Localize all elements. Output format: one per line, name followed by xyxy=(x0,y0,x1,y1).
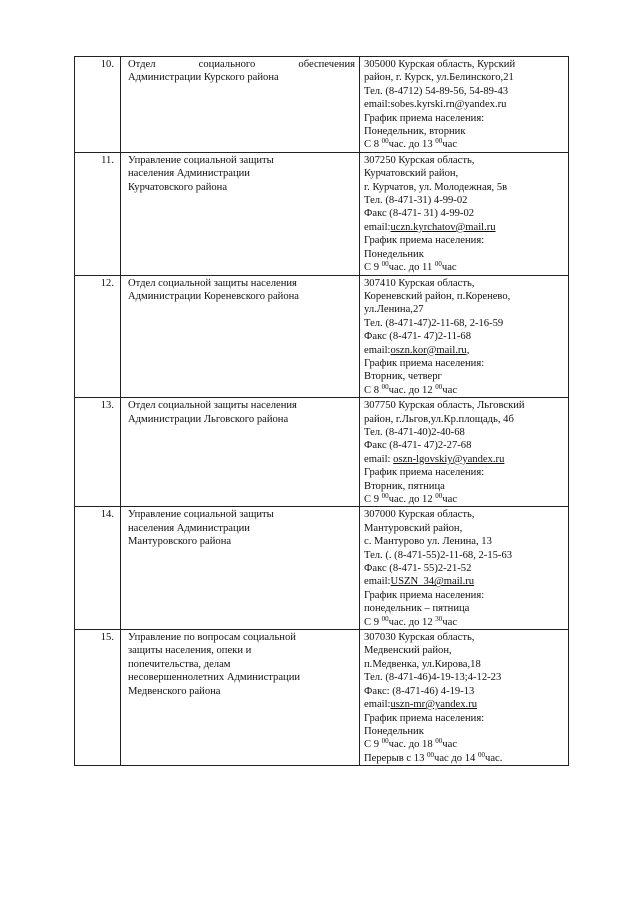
address-line: 307250 Курская область, xyxy=(364,154,475,166)
address-line: Мантуровский район, xyxy=(364,522,463,534)
phone: Тел. (8-471-40)2-40-68 xyxy=(364,426,465,438)
email-line: email:uczn.kyrchatov@mail.ru xyxy=(364,221,496,233)
address-line: с. Мантурово ул. Ленина, 13 xyxy=(364,536,492,548)
schedule-label: График приема населения: xyxy=(364,357,485,369)
office-name-line: Отдел социального обеспечения xyxy=(128,59,355,70)
phone: Тел. (8-471-47)2-11-68, 2-16-59 xyxy=(364,317,504,329)
address-line: г. Курчатов, ул. Молодежная, 5в xyxy=(364,181,508,193)
office-contacts xyxy=(360,152,569,275)
office-contacts xyxy=(360,57,569,153)
reception-hours-minutes-to: 00 xyxy=(434,260,442,269)
office-name-line: Отдел социальной защиты населения xyxy=(128,277,297,289)
office-name-line: Курчатовского района xyxy=(128,181,228,193)
office-name-line: Администрации Кореневского района xyxy=(128,290,299,302)
office-contacts xyxy=(360,275,569,398)
email-link[interactable]: uszn-mr@yandex.ru xyxy=(390,699,478,711)
fax: Факс (8-471- 47)2-27-68 xyxy=(364,440,472,452)
break-hours: Перерыв с 13 $^{00}$час до 14 $^{00}$час. xyxy=(364,750,503,764)
table-row xyxy=(75,152,569,275)
row-number: 10. xyxy=(75,57,121,153)
reception-hours-minutes-to: 00 xyxy=(435,492,443,500)
reception-days: понедельник – пятница xyxy=(364,603,470,615)
office-name-line: несовершеннолетних Администрации xyxy=(128,672,301,684)
schedule-label: График приема населения: xyxy=(364,112,485,124)
address-line: Курчатовский район, xyxy=(364,168,459,180)
phone: Тел. (8-471-46)4-19-13;4-12-23 xyxy=(364,672,502,684)
address-line: район, г. Курск, ул.Белинского,21 xyxy=(364,72,514,84)
reception-hours: С 9 $^{00}$час. до 12 $^{30}$час xyxy=(364,614,458,628)
office-name xyxy=(121,507,360,630)
office-name xyxy=(121,275,360,398)
office-name-line: населения Администрации xyxy=(128,168,250,180)
reception-hours-minutes-to: 00 xyxy=(435,737,443,746)
reception-hours: С 9 $^{00}$час. до 12 $^{00}$час xyxy=(364,492,458,505)
reception-days: Понедельник, вторник xyxy=(364,126,466,138)
reception-hours: С 8 $^{00}$час. до 13 $^{00}$час xyxy=(364,137,458,151)
reception-hours-minutes-from: 00 xyxy=(381,260,389,269)
reception-days: Понедельник xyxy=(364,725,424,737)
office-name-line: населения Администрации xyxy=(128,522,250,534)
row-number: 11. xyxy=(75,152,121,275)
email-line: email:USZN_34@mail.ru xyxy=(364,576,475,588)
address-line: 305000 Курская область, Курский xyxy=(364,59,516,70)
break-hours-minutes-to: 00 xyxy=(478,750,485,759)
email-line: email:oszn.kor@mail.ru, xyxy=(364,344,470,356)
reception-hours-minutes-from: 00 xyxy=(381,137,389,146)
address-line: 307750 Курская область, Льговский xyxy=(364,400,525,412)
office-name-line: попечительства, делам xyxy=(128,658,231,670)
address-line: Медвенский район, xyxy=(364,645,452,657)
offices-table-body xyxy=(75,57,569,766)
table-row xyxy=(75,57,569,153)
email-link[interactable]: sobes.kyrski.rn@yandex.ru xyxy=(390,99,507,111)
reception-hours-minutes-from: 00 xyxy=(381,614,389,623)
office-name-line: Отдел социальной защиты населения xyxy=(128,400,297,412)
row-number: 13. xyxy=(75,398,121,507)
office-name-line: Медвенского района xyxy=(128,685,221,697)
office-contacts xyxy=(360,507,569,630)
address-line: 307030 Курская область, xyxy=(364,632,475,644)
address-line: Кореневский район, п.Коренево, xyxy=(364,290,511,302)
office-name xyxy=(121,152,360,275)
email-link[interactable]: oszn.kor@mail.ru, xyxy=(390,344,470,356)
email-line: email: oszn-lgovskiy@yandex.ru xyxy=(364,453,505,465)
reception-hours-minutes-from: 00 xyxy=(381,492,389,500)
office-name xyxy=(121,57,360,153)
table-row xyxy=(75,398,569,507)
row-number: 14. xyxy=(75,507,121,630)
email-line: email:sobes.kyrski.rn@yandex.ru xyxy=(364,99,507,111)
fax: Факс: (8-471-46) 4-19-13 xyxy=(364,685,475,697)
reception-hours-minutes-from: 00 xyxy=(381,382,389,391)
fax: Факс (8-471- 55)2-21-52 xyxy=(364,563,472,575)
email-link[interactable]: USZN_34@mail.ru xyxy=(390,576,475,588)
email-line: email:uszn-mr@yandex.ru xyxy=(364,699,478,711)
address-line: п.Медвенка, ул.Кирова,18 xyxy=(364,658,481,670)
row-number: 12. xyxy=(75,275,121,398)
office-name-line: Управление социальной защиты xyxy=(128,509,274,521)
reception-days: Понедельник xyxy=(364,248,424,260)
offices-table xyxy=(74,56,569,766)
office-name-line: Администрации Курского района xyxy=(128,72,279,84)
address-line: 307410 Курская область, xyxy=(364,277,475,289)
table-row xyxy=(75,275,569,398)
office-name-line: Управление по вопросам социальной xyxy=(128,632,296,644)
email-link[interactable]: oszn-lgovskiy@yandex.ru xyxy=(393,453,505,465)
phone: Тел. (. (8-471-55)2-11-68, 2-15-63 xyxy=(364,549,513,561)
reception-hours: С 9 $^{00}$час. до 18 $^{00}$час xyxy=(364,737,458,751)
schedule-label: График приема населения: xyxy=(364,467,485,479)
row-number: 15. xyxy=(75,630,121,766)
office-name-line: Мантуровского района xyxy=(128,536,232,548)
fax: Факс (8-471- 47)2-11-68 xyxy=(364,331,471,343)
fax: Факс (8-471- 31) 4-99-02 xyxy=(364,208,475,220)
address-line: 307000 Курская область, xyxy=(364,509,475,521)
break-hours-minutes-from: 00 xyxy=(427,750,435,759)
office-name xyxy=(121,630,360,766)
office-name-line: Администрации Льговского района xyxy=(128,413,289,425)
office-contacts xyxy=(360,630,569,766)
reception-hours-minutes-from: 00 xyxy=(381,737,389,746)
office-name xyxy=(121,398,360,507)
email-link[interactable]: uczn.kyrchatov@mail.ru xyxy=(390,221,496,233)
reception-days: Вторник, пятница xyxy=(364,480,445,492)
reception-hours-minutes-to: 30 xyxy=(435,614,443,623)
phone: Тел. (8-471-31) 4-99-02 xyxy=(364,195,468,207)
reception-hours-minutes-to: 00 xyxy=(435,382,443,391)
office-name-line: Управление социальной защиты xyxy=(128,154,274,166)
schedule-label: График приема населения: xyxy=(364,589,485,601)
office-name-line: защиты населения, опеки и xyxy=(128,645,252,657)
table-row xyxy=(75,507,569,630)
address-line: район, г.Льгов,ул.Кр.площадь, 4б xyxy=(364,413,514,425)
office-contacts xyxy=(360,398,569,507)
reception-hours-minutes-to: 00 xyxy=(435,137,443,146)
phone: Тел. (8-4712) 54-89-56, 54-89-43 xyxy=(364,85,509,97)
table-row xyxy=(75,630,569,766)
address-line: ул.Ленина,27 xyxy=(364,304,424,316)
schedule-label: График приема населения: xyxy=(364,712,485,724)
reception-hours: С 9 $^{00}$час. до 11 $^{00}$час xyxy=(364,260,457,274)
reception-days: Вторник, четверг xyxy=(364,371,442,383)
reception-hours: С 8 $^{00}$час. до 12 $^{00}$час xyxy=(364,382,458,396)
schedule-label: График приема населения: xyxy=(364,235,485,247)
